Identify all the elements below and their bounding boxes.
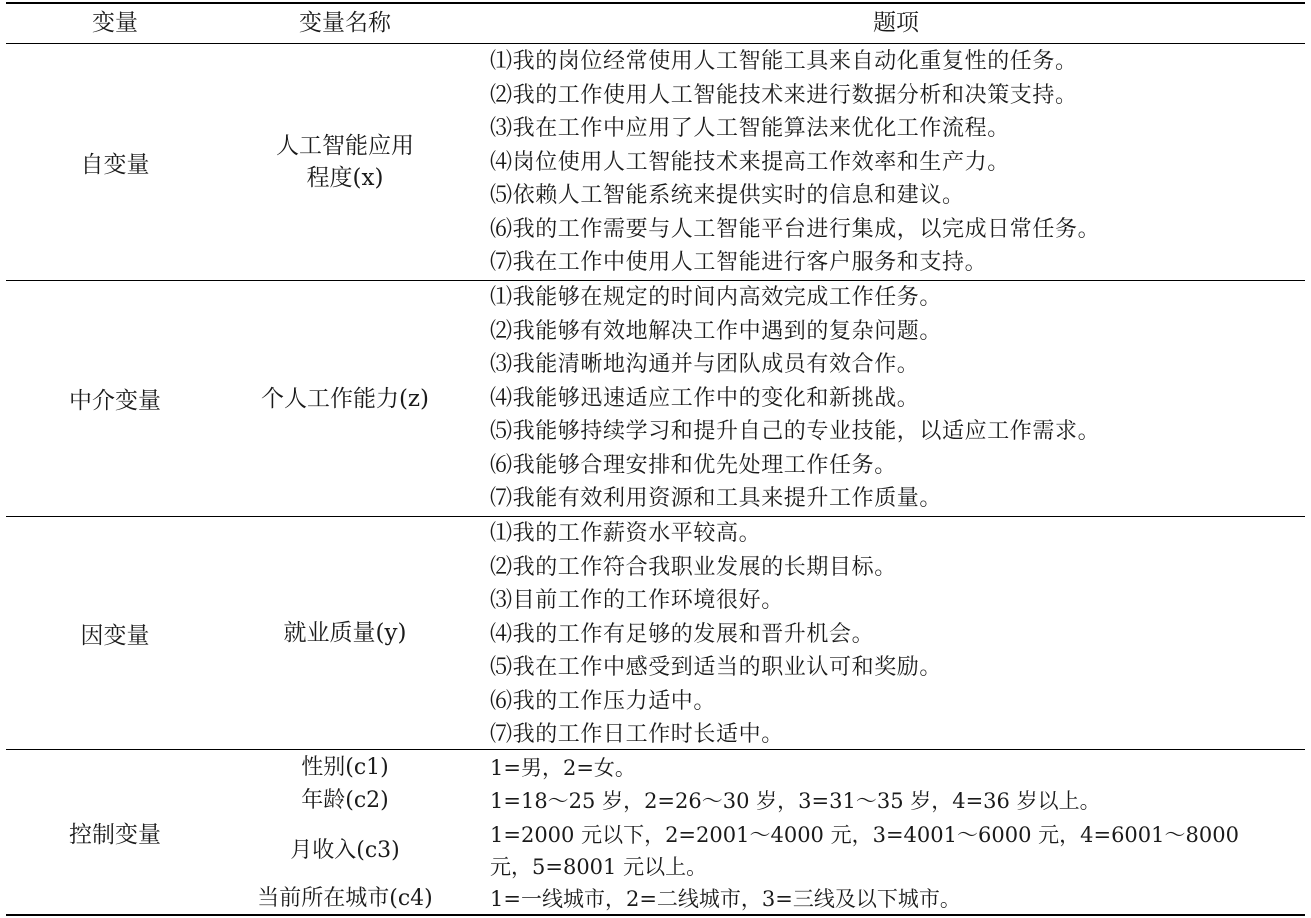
list-item: ⑺我能有效利用资源和工具来提升工作质量。	[490, 486, 943, 511]
control-value-city: 1=一线城市，2=二线城市，3=三线及以下城市。	[490, 887, 961, 911]
control-value-age: 1=18～25 岁，2=26～30 岁，3=31～35 岁，4=36 岁以上。	[490, 789, 1101, 813]
item-list	[490, 517, 1302, 752]
list-item: ⑺我的工作日工作时长适中。	[490, 722, 784, 747]
list-item: ⑴我的岗位经常使用人工智能工具来自动化重复性的任务。	[490, 49, 1078, 74]
list-item: ⑶目前工作的工作环境很好。	[490, 588, 784, 613]
list-item: ⑴我能够在规定的时间内高效完成工作任务。	[490, 285, 943, 310]
header-items: 题项	[873, 10, 919, 36]
control-name-income: 月收入(c3)	[290, 838, 400, 863]
list-item: ⑷岗位使用人工智能技术来提高工作效率和生产力。	[490, 149, 1010, 175]
control-value-income-line2: 元，5=8001 元以上。	[490, 855, 708, 879]
group-variable-name: 就业质量(y)	[283, 620, 407, 646]
control-variable: 控制变量	[69, 821, 161, 848]
header-variable: 变量	[92, 10, 138, 36]
list-item: ⑹我能够合理安排和优先处理工作任务。	[490, 452, 897, 478]
name-line: 程度(x)	[306, 165, 384, 191]
list-item: ⑶我能清晰地沟通并与团队成员有效合作。	[490, 352, 920, 377]
control-value-gender: 1=男，2=女。	[490, 756, 636, 780]
list-item: ⑷我的工作有足够的发展和晋升机会。	[490, 621, 875, 647]
group-variable: 自变量	[80, 151, 150, 178]
list-item: ⑵我的工作使用人工智能技术来进行数据分析和决策支持。	[490, 82, 1078, 108]
control-value-income-line1: 1=2000 元以下，2=2001～4000 元，3=4001～6000 元，4=6001～8000	[490, 823, 1239, 847]
list-item: ⑸我在工作中感受到适当的职业认可和奖励。	[490, 655, 943, 680]
list-item: ⑷我能够迅速适应工作中的变化和新挑战。	[490, 385, 920, 411]
group-variable-name: 个人工作能力(z)	[260, 385, 430, 412]
item-list	[490, 45, 1302, 280]
control-name-age: 年龄(c2)	[301, 788, 389, 813]
list-item: ⑸依赖人工智能系统来提供实时的信息和建议。	[490, 183, 965, 208]
list-item: ⑹我的工作需要与人工智能平台进行集成，以完成日常任务。	[490, 216, 1101, 242]
control-name-gender: 性别(c1)	[301, 755, 389, 780]
list-item: ⑴我的工作薪资水平较高。	[490, 521, 762, 546]
list-item: ⑺我在工作中使用人工智能进行客户服务和支持。	[490, 250, 988, 275]
control-name-city: 当前所在城市(c4)	[257, 886, 433, 911]
top-rule	[6, 2, 1305, 4]
bottom-rule	[6, 914, 1305, 916]
group-variable: 因变量	[80, 622, 150, 649]
item-list	[490, 281, 1302, 516]
group-variable-name	[225, 44, 465, 280]
list-item: ⑹我的工作压力适中。	[490, 688, 717, 714]
header-variable-name: 变量名称	[299, 10, 391, 36]
group-variable: 中介变量	[69, 388, 161, 414]
list-item: ⑶我在工作中应用了人工智能算法来优化工作流程。	[490, 116, 1010, 141]
name-line: 人工智能应用	[276, 133, 414, 159]
list-item: ⑵我能够有效地解决工作中遇到的复杂问题。	[490, 318, 943, 344]
list-item: ⑸我能够持续学习和提升自己的专业技能，以适应工作需求。	[490, 419, 1101, 444]
list-item: ⑵我的工作符合我职业发展的长期目标。	[490, 554, 897, 580]
